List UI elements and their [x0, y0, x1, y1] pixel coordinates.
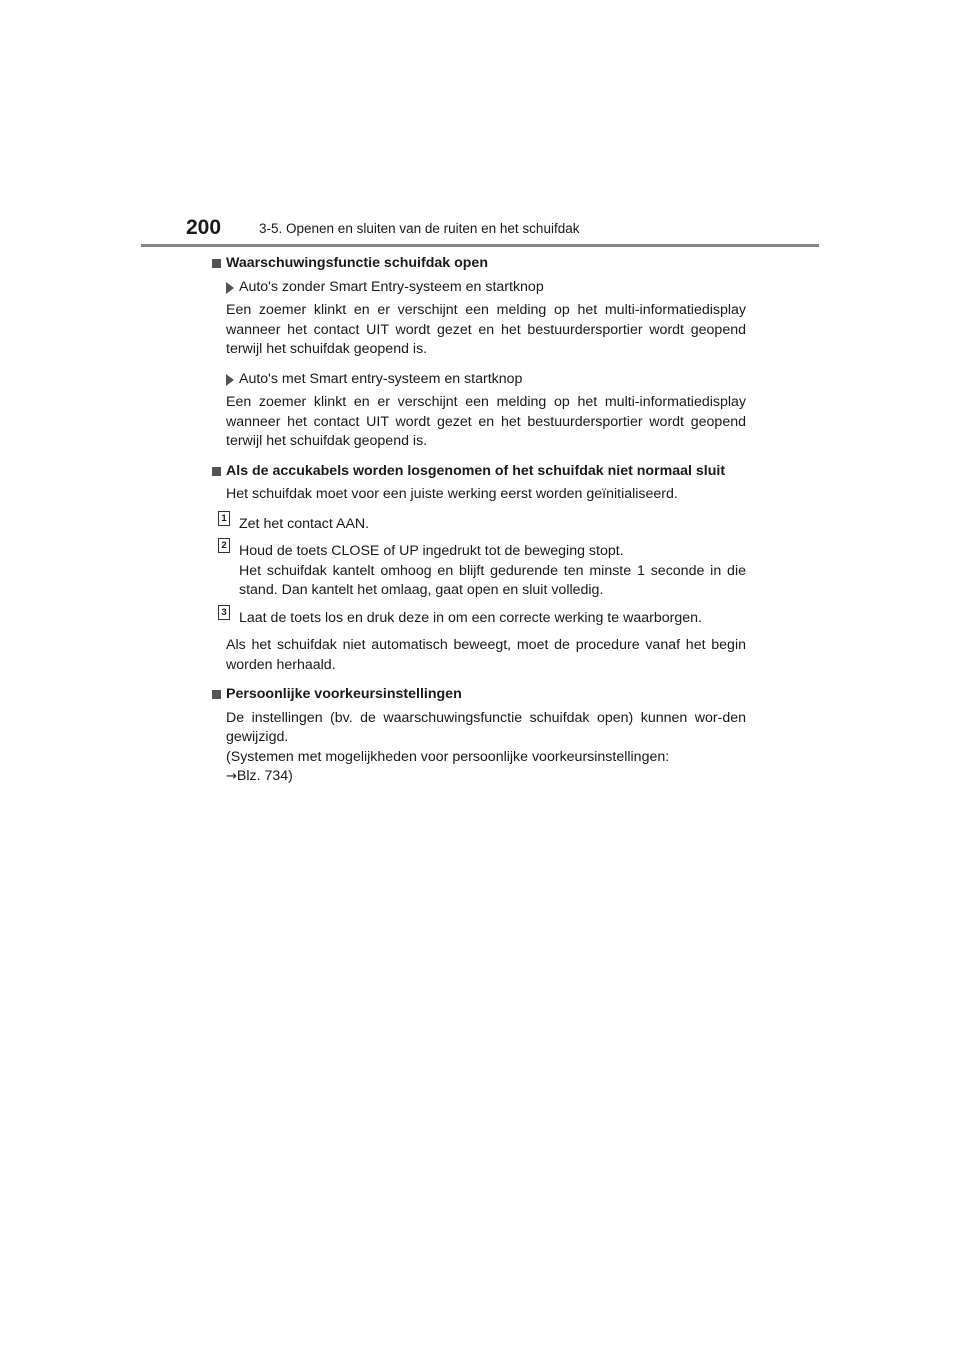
- paragraph-personal-settings: [212, 709, 746, 787]
- square-bullet-icon: [212, 690, 221, 699]
- step-number-badge: 2: [218, 538, 230, 553]
- step-number-badge: 3: [218, 605, 230, 620]
- section-heading-battery: Als de accukabels worden losgenomen of het schuifdak niet normaal sluit: [212, 462, 746, 482]
- paragraph-with-smart-entry: Een zoemer klinkt en er verschijnt een melding op het multi-informatiedisplay wanneer het contact UIT wordt gezet en het bestuurdersportier wordt geopend terwijl het schuifdak geopend is.: [226, 394, 746, 449]
- step-number-badge: 1: [218, 511, 230, 526]
- paragraph-without-smart-entry: Een zoemer klinkt en er verschijnt een melding op het multi-informatiedisplay wanneer het contact UIT wordt gezet en het bestuurdersportier wordt geopend terwijl het schuifdak geopend is.: [226, 302, 746, 357]
- step-text: Zet het contact AAN.: [239, 515, 370, 532]
- arrow-right-icon: →: [226, 769, 237, 784]
- section-heading-personal-settings: Persoonlijke voorkeursinstellingen: [212, 685, 746, 705]
- settings-systems-text: (Systemen met mogelijkheden voor persoonlijke voorkeursinstellingen:: [226, 748, 670, 765]
- paragraph-repeat-procedure: Als het schuifdak niet automatisch beweegt, moet de procedure vanaf het begin worden herhaald.: [226, 637, 746, 673]
- square-bullet-icon: [212, 467, 221, 476]
- step-detail: Het schuifdak kantelt omhoog en blijft gedurende ten minste 1 seconde in die stand. Dan kantelt het omlaag, gaat open en sluit volledig.: [239, 562, 746, 598]
- step-3: [212, 606, 746, 629]
- page-reference-link[interactable]: Blz. 734): [236, 768, 293, 784]
- step-text: Laat de toets los en druk deze in om een correcte werking te waarborgen.: [239, 609, 702, 626]
- triangle-bullet-icon: [226, 374, 234, 386]
- page-content: [212, 254, 746, 797]
- triangle-bullet-icon: [226, 282, 234, 294]
- page-number: 200: [186, 216, 222, 239]
- settings-text: De instellingen (bv. de waarschuwingsfunctie schuifdak open) kunnen wor-den gewijzigd.: [226, 709, 746, 745]
- page-reference: [226, 767, 746, 787]
- square-bullet-icon: [212, 259, 221, 268]
- page-header: [186, 216, 826, 240]
- step-2: [212, 542, 746, 601]
- subheading-without-smart-entry: Auto's zonder Smart Entry-systeem en startknop: [212, 278, 746, 298]
- section-title: 3-5. Openen en sluiten van de ruiten en het schuifdak: [259, 221, 580, 236]
- step-1: [212, 512, 746, 535]
- subheading-with-smart-entry: Auto's met Smart entry-systeem en startknop: [212, 370, 746, 390]
- section-heading-warning: Waarschuwingsfunctie schuifdak open: [212, 254, 746, 274]
- header-divider: [141, 244, 819, 247]
- paragraph-initialization: Het schuifdak moet voor een juiste werking eerst worden geïnitialiseerd.: [226, 486, 678, 502]
- step-text: Houd de toets CLOSE of UP ingedrukt tot de beweging stopt.: [239, 543, 624, 559]
